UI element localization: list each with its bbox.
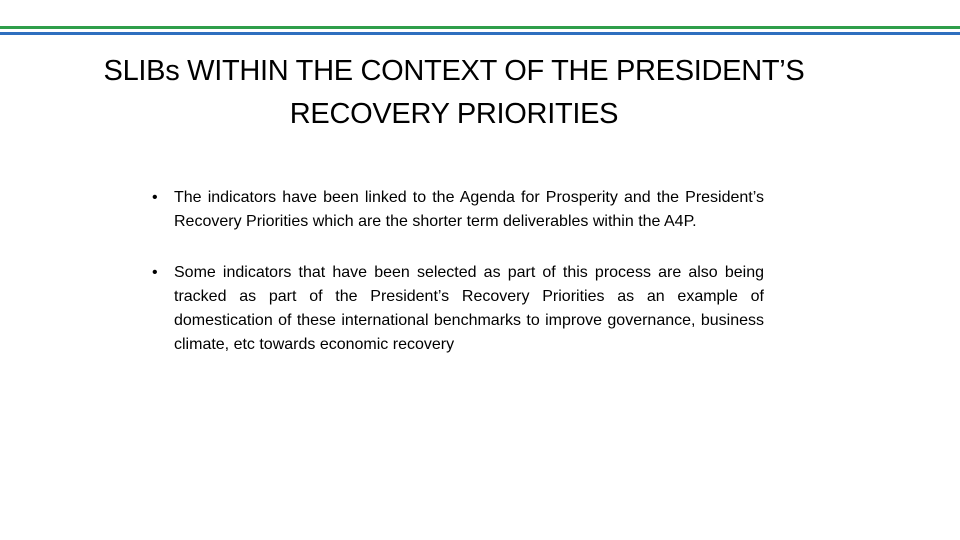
bullet-marker: • [152,264,158,281]
bullet-text-part: The indicators have been linked to the Agenda for Prosperity and the [174,189,686,206]
slide-title [40,50,868,136]
bullet-item [150,186,764,234]
slide-title-line-2: RECOVERY PRIORITIES [289,98,619,130]
bullet-item [150,261,764,357]
bullet-emphasis-text: President’s Recovery Priorities [174,189,764,230]
bullet-marker: • [152,189,158,206]
header-rule-blue [0,32,960,35]
bullet-text: Some indicators that have been selected as part of this process are also being tracked as part of the President’s Recovery Priorities as an example of domestication of these international benchmarks to improve governance, business climate, etc towards economic recovery [174,264,764,353]
bullet-text-part: which are the shorter term deliverables within the A4P. [308,213,697,230]
header-rule-green [0,26,960,29]
slide-title-line-1: SLIBs WITHIN THE CONTEXT OF THE PRESIDENT’S [103,55,805,87]
bullet-list [150,186,764,384]
